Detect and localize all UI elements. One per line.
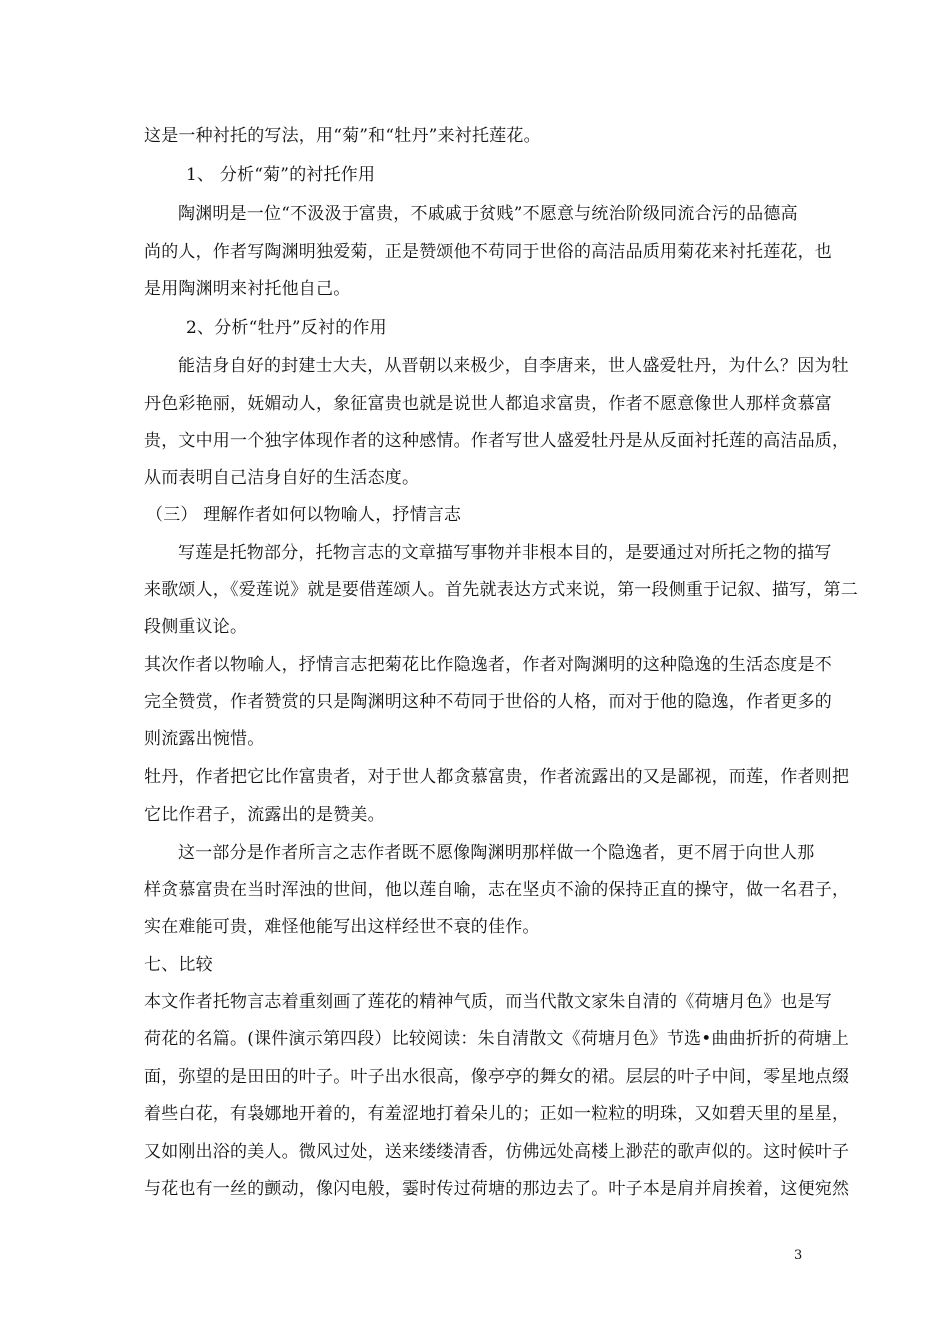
text-line: 荷花的名篇。(课件演示第四段）比较阅读：朱自清散文《荷塘月色》节选•曲曲折折的荷塘上 — [144, 1029, 850, 1049]
text-line: 这是一种衬托的写法，用“菊”和“牡丹”来衬托莲花。 — [144, 126, 541, 146]
page-number: 3 — [794, 1248, 803, 1263]
text-line: 写莲是托物部分，托物言志的文章描写事物并非根本目的，是要通过对所托之物的描写 — [178, 543, 832, 563]
text-line: 来歌颂人，《爱莲说》就是要借莲颂人。首先就表达方式来说，第一段侧重于记叙、描写，第二 — [144, 580, 858, 600]
text-line: 样贪慕富贵在当时浑浊的世间，他以莲自喻，志在坚贞不渝的保持正直的操守，做一名君子， — [144, 880, 850, 900]
section-heading: （三） 理解作者如何以物喻人，抒情言志 — [146, 505, 462, 525]
text-line: 与花也有一丝的颤动，像闪电般，霎时传过荷塘的那边去了。叶子本是肩并肩挨着，这便宛然 — [144, 1179, 850, 1199]
text-line: 段侧重议论。 — [144, 617, 248, 637]
text-line: 这一部分是作者所言之志作者既不愿像陶渊明那样做一个隐逸者，更不屑于向世人那 — [178, 843, 815, 863]
section-heading: 2、分析“牡丹”反衬的作用 — [186, 318, 387, 338]
text-line: 贵，文中用一个独字体现作者的这种感情。作者写世人盛爱牡丹是从反面衬托莲的高洁品质， — [144, 431, 850, 451]
text-line: 从而表明自己洁身自好的生活态度。 — [144, 468, 420, 488]
section-heading: 七、比较 — [144, 955, 213, 975]
text-line: 丹色彩艳丽，妩媚动人，象征富贵也就是说世人都追求富贵，作者不愿意像世人那样贪慕富 — [144, 394, 832, 414]
text-line: 是用陶渊明来衬托他自己。 — [144, 279, 351, 299]
section-heading: 1、 分析“菊”的衬托作用 — [186, 165, 376, 185]
text-line: 又如刚出浴的美人。微风过处，送来缕缕清香，仿佛远处高楼上渺茫的歌声似的。这时候叶子 — [144, 1142, 850, 1162]
text-line: 则流露出惋惜。 — [144, 729, 265, 749]
text-line: 牡丹，作者把它比作富贵者，对于世人都贪慕富贵，作者流露出的又是鄙视，而莲，作者则把 — [144, 767, 850, 787]
text-line: 其次作者以物喻人，抒情言志把菊花比作隐逸者，作者对陶渊明的这种隐逸的生活态度是不 — [144, 655, 832, 675]
text-line: 着些白花，有袅娜地开着的，有羞涩地打着朵儿的；正如一粒粒的明珠，又如碧天里的星星， — [144, 1104, 850, 1124]
text-line: 面，弥望的是田田的叶子。叶子出水很高，像亭亭的舞女的裙。层层的叶子中间，零星地点缀 — [144, 1067, 850, 1087]
text-line: 它比作君子，流露出的是赞美。 — [144, 805, 385, 825]
text-line: 本文作者托物言志着重刻画了莲花的精神气质，而当代散文家朱自清的《荷塘月色》也是写 — [144, 992, 832, 1012]
text-line: 能洁身自好的封建士大夫，从晋朝以来极少，自李唐来，世人盛爱牡丹，为什么？因为牡 — [178, 356, 849, 376]
text-line: 陶渊明是一位“不汲汲于富贵，不戚戚于贫贱”不愿意与统治阶级同流合污的品德高 — [178, 204, 798, 224]
text-line: 尚的人，作者写陶渊明独爱菊，正是赞颂他不苟同于世俗的高洁品质用菊花来衬托莲花，也 — [144, 242, 832, 262]
text-line: 实在难能可贵，难怪他能写出这样经世不衰的佳作。 — [144, 917, 540, 937]
text-line: 完全赞赏，作者赞赏的只是陶渊明这种不苟同于世俗的人格，而对于他的隐逸，作者更多的 — [144, 692, 832, 712]
